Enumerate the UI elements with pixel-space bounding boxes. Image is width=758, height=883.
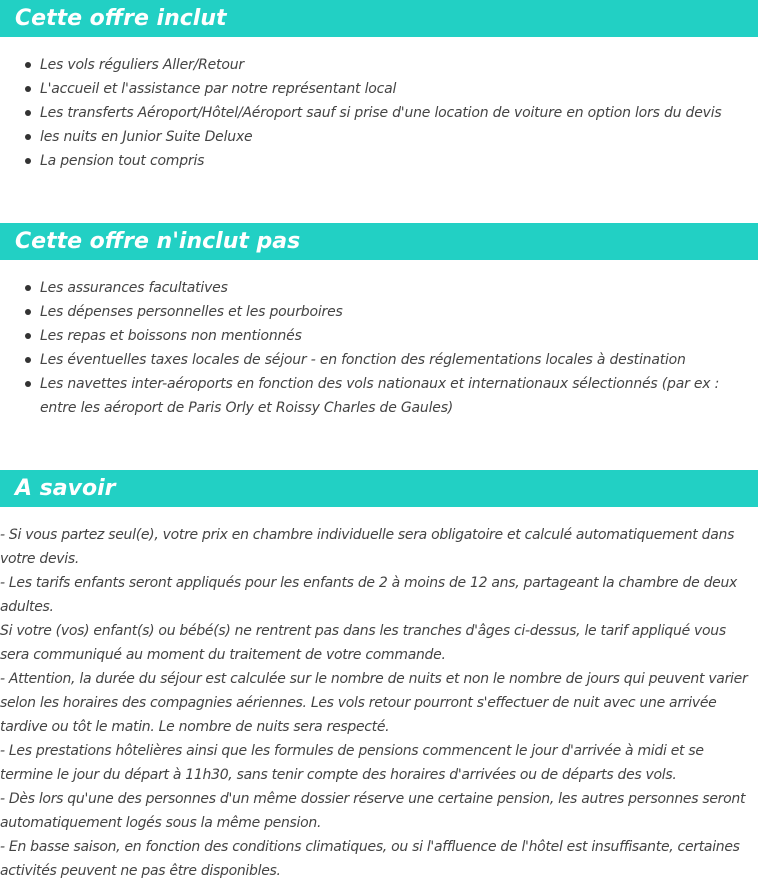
excluded-section-title: Cette offre n'inclut pas	[0, 223, 758, 260]
info-paragraph: - Dès lors qu'une des personnes d'un même dossier réserve une certaine pension, les autres personnes seront automatiquement logés sous la même pension.	[0, 791, 746, 831]
list-item: Les éventuelles taxes locales de séjour - en fonction des réglementations locales à destination	[40, 348, 758, 372]
info-paragraph: Si votre (vos) enfant(s) ou bébé(s) ne rentrent pas dans les tranches d'âges ci-dessus, le tarif appliqué vous sera communiqué au moment du traitement de votre commande.	[0, 623, 726, 663]
included-list	[0, 53, 758, 173]
info-paragraph: - Les tarifs enfants seront appliqués pour les enfants de 2 à moins de 12 ans, partageant la chambre de deux adultes.	[0, 575, 738, 615]
list-item: Les navettes inter-aéroports en fonction des vols nationaux et internationaux sélectionnés (par ex : entre les aéroport de Paris Orly et Roissy Charles de Gaules)	[40, 372, 758, 420]
list-item: La pension tout compris	[40, 149, 758, 173]
list-item: L'accueil et l'assistance par notre représentant local	[40, 77, 758, 101]
info-paragraph: - Si vous partez seul(e), votre prix en chambre individuelle sera obligatoire et calculé automatiquement dans votre devis.	[0, 527, 735, 567]
list-item: Les dépenses personnelles et les pourboires	[40, 300, 758, 324]
info-paragraph: - Les prestations hôtelières ainsi que les formules de pensions commencent le jour d'arrivée à midi et se termine le jour du départ à 11h30, sans tenir compte des horaires d'arrivées ou de départs des vols.	[0, 743, 704, 783]
good-to-know-section-title: A savoir	[0, 470, 758, 507]
info-paragraph: - Attention, la durée du séjour est calculée sur le nombre de nuits et non le nombre de jours qui peuvent varier selon les horaires des compagnies aériennes. Les vols retour pourront s'effectuer de nuit avec une arrivée tardive ou tôt le matin. Le nombre de nuits sera respecté.	[0, 671, 748, 735]
good-to-know-text	[0, 523, 758, 883]
list-item: Les transferts Aéroport/Hôtel/Aéroport sauf si prise d'une location de voiture en option lors du devis	[40, 101, 758, 125]
list-item: Les assurances facultatives	[40, 276, 758, 300]
list-item: Les vols réguliers Aller/Retour	[40, 53, 758, 77]
list-item: Les repas et boissons non mentionnés	[40, 324, 758, 348]
included-section-title: Cette offre inclut	[0, 0, 758, 37]
excluded-list	[0, 276, 758, 420]
list-item: les nuits en Junior Suite Deluxe	[40, 125, 758, 149]
info-paragraph: - En basse saison, en fonction des conditions climatiques, ou si l'affluence de l'hôtel est insuffisante, certaines activités peuvent ne pas être disponibles.	[0, 839, 740, 879]
